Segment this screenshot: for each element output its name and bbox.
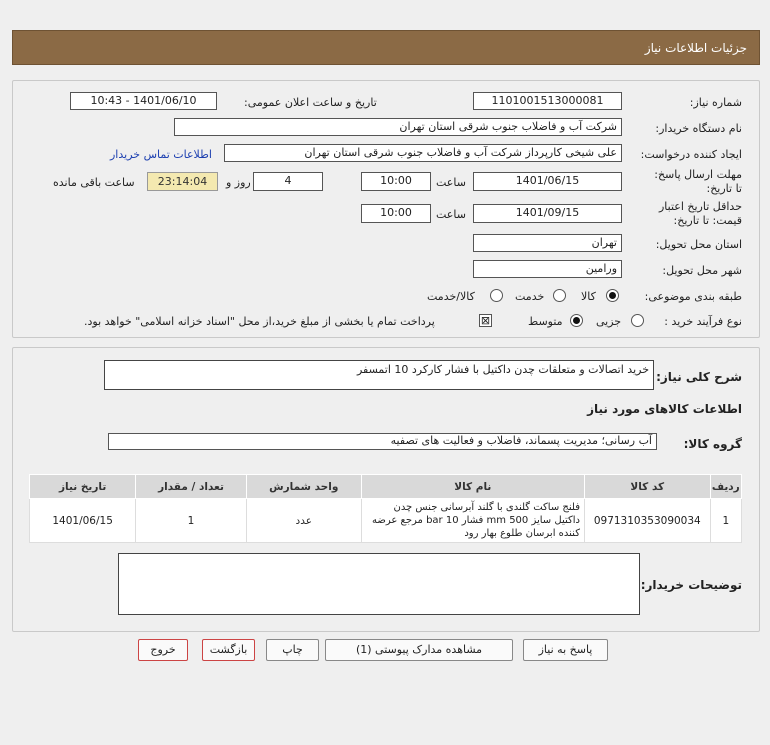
cell-row: 1 <box>710 499 741 543</box>
payment-note: پرداخت تمام یا بخشی از مبلغ خرید،از محل "اسناد خزانه اسلامی" خواهد بود. <box>84 315 435 328</box>
city-field: ورامین <box>473 260 622 278</box>
process-minor-label: جزیی <box>596 315 622 328</box>
col-name: نام کالا <box>361 475 584 499</box>
validity-time-field: 10:00 <box>361 204 431 223</box>
process-medium-radio[interactable] <box>570 314 583 327</box>
page-title: جزئیات اطلاعات نیاز <box>644 40 747 55</box>
reply-time-label: ساعت <box>436 176 466 189</box>
announce-label: تاریخ و ساعت اعلان عمومی: <box>244 96 377 109</box>
buyer-notes-field <box>118 553 640 615</box>
remaining-label: ساعت باقی مانده <box>53 176 135 189</box>
summary-field: خرید اتصالات و متعلقات چدن داکتیل با فشار کارکرد 10 اتمسفر <box>104 360 654 390</box>
attachments-button[interactable]: مشاهده مدارک پیوستی (1) <box>325 639 513 661</box>
days-label: روز و <box>226 176 251 189</box>
process-medium-label: متوسط <box>528 315 563 328</box>
days-field: 4 <box>253 172 323 191</box>
cell-code: 0971310353090034 <box>584 499 710 543</box>
goods-table <box>29 474 742 543</box>
city-label: شهر محل تحویل: <box>662 264 742 277</box>
requester-field: علی شیخی کارپرداز شرکت آب و فاضلاب جنوب شرقی استان تهران <box>224 144 622 162</box>
goods-table-header <box>30 475 742 499</box>
process-label: نوع فرآیند خرید : <box>664 315 742 328</box>
reply-date-field: 1401/06/15 <box>473 172 622 191</box>
category-both-label: کالا/خدمت <box>427 290 475 303</box>
need-number-label: شماره نیاز: <box>689 96 742 109</box>
buyer-org-label: نام دستگاه خریدار: <box>655 122 742 135</box>
requester-label: ایجاد کننده درخواست: <box>640 148 742 161</box>
reply-deadline-label: مهلت ارسال پاسخ: تا تاریخ: <box>654 168 742 195</box>
category-service-radio[interactable] <box>553 289 566 302</box>
summary-label: شرح کلی نیاز: <box>656 370 742 384</box>
buyer-org-field: شرکت آب و فاضلاب جنوب شرقی استان تهران <box>174 118 622 136</box>
buyer-contact-link[interactable]: اطلاعات تماس خریدار <box>110 148 212 161</box>
exit-button[interactable]: خروج <box>138 639 188 661</box>
validity-time-label: ساعت <box>436 208 466 221</box>
category-goods-radio[interactable] <box>606 289 619 302</box>
province-label: استان محل تحویل: <box>655 238 742 251</box>
validity-date-field: 1401/09/15 <box>473 204 622 223</box>
col-row: ردیف <box>710 475 741 499</box>
treasury-payment-checkbox[interactable]: ⊠ <box>480 314 491 327</box>
category-service-label: خدمت <box>515 290 545 303</box>
table-row <box>30 499 742 543</box>
announce-field: 1401/06/10 - 10:43 <box>70 92 217 110</box>
category-label: طبقه بندی موضوعی: <box>644 290 742 303</box>
goods-group-label: گروه کالا: <box>683 437 742 451</box>
need-number-field: 1101001513000081 <box>473 92 622 110</box>
province-field: تهران <box>473 234 622 252</box>
col-qty: تعداد / مقدار <box>136 475 247 499</box>
cell-qty: 1 <box>136 499 247 543</box>
goods-group-field: آب رسانی؛ مدیریت پسماند، فاضلاب و فعالیت های تصفیه <box>108 433 657 450</box>
col-unit: واحد شمارش <box>246 475 361 499</box>
cell-name: فلنج ساکت گلندی با گلند آبرسانی جنس چدن داکتیل سایز 500 mm فشار 10 bar مرجع عرضه کننده ابرسان طلوع بهار رود <box>361 499 584 543</box>
back-button[interactable]: بازگشت <box>202 639 255 661</box>
cell-unit: عدد <box>246 499 361 543</box>
goods-section-title: اطلاعات کالاهای مورد نیاز <box>587 402 742 416</box>
validity-label: حداقل تاریخ اعتبار قیمت: تا تاریخ: <box>658 200 742 227</box>
page-header <box>12 30 760 65</box>
reply-time-field: 10:00 <box>361 172 431 191</box>
process-minor-radio[interactable] <box>631 314 644 327</box>
col-date: تاریخ نیاز <box>30 475 136 499</box>
remaining-time-box: 23:14:04 <box>147 172 218 191</box>
category-both-radio[interactable] <box>490 289 503 302</box>
col-code: کد کالا <box>584 475 710 499</box>
print-button[interactable]: چاپ <box>266 639 319 661</box>
category-goods-label: کالا <box>581 290 596 303</box>
buyer-notes-label: توضیحات خریدار: <box>640 578 742 592</box>
cell-date: 1401/06/15 <box>30 499 136 543</box>
reply-button[interactable]: پاسخ به نیاز <box>523 639 608 661</box>
